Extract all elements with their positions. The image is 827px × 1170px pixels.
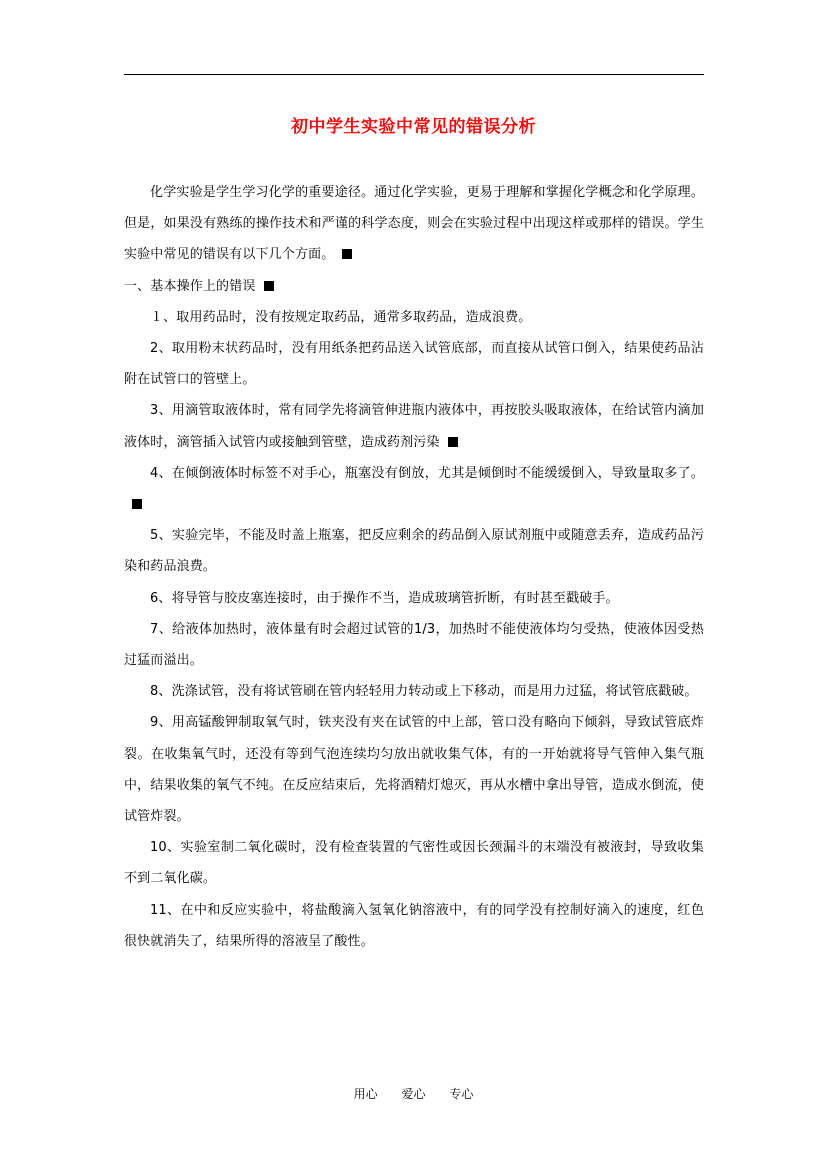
- list-item: 6、将导管与胶皮塞连接时，由于操作不当，造成玻璃管折断，有时甚至戳破手。: [150, 590, 619, 606]
- square-mark-icon: [264, 281, 274, 291]
- footer-right: 专心: [449, 1087, 474, 1101]
- footer-left: 用心: [353, 1087, 378, 1101]
- header-rule: [124, 74, 704, 75]
- intro-paragraph: [124, 177, 704, 271]
- square-mark-icon: [448, 437, 458, 447]
- list-item: １、取用药品时，没有按规定取药品，通常多取药品，造成浪费。: [150, 309, 532, 325]
- list-item-text: 3、用滴管取液体时，常有同学先将滴管伸进瓶内液体中，再按胶头吸取液体，在给试管内滴加液体时，滴管插入试管内或接触到管壁，造成药剂污染: [124, 403, 704, 450]
- footer-middle: 爱心: [401, 1087, 426, 1101]
- section-heading-text: 一、基本操作上的错误: [124, 278, 256, 294]
- list-item: 8、洗涤试管，没有将试管刷在管内轻轻用力转动或上下移动，而是用力过猛，将试管底戳破。: [150, 684, 698, 700]
- list-item: 10、实验室制二氧化碳时，没有检查装置的气密性或因长颈漏斗的末端没有被液封，导致收集不到二氧化碳。: [124, 840, 704, 887]
- list-item: [124, 458, 704, 520]
- document-body: [124, 177, 704, 957]
- list-item: 5、实验完毕，不能及时盖上瓶塞，把反应剩余的药品倒入原试剂瓶中或随意丢弃，造成药品污染和药品浪费。: [124, 528, 704, 575]
- square-mark-icon: [132, 499, 142, 509]
- list-item: 7、给液体加热时，液体量有时会超过试管的1/3，加热时不能使液体均匀受热，使液体因受热过猛而溢出。: [124, 621, 704, 669]
- square-mark-icon: [342, 249, 352, 259]
- list-item-text: 4、在倾倒液体时标签不对手心，瓶塞没有倒放，尤其是倾倒时不能缓缓倒入，导致量取多了。: [150, 465, 704, 481]
- list-item: [124, 395, 704, 457]
- list-item: 11、在中和反应实验中，将盐酸滴入氢氧化钠溶液中，有的同学没有控制好滴入的速度，红色很快就消失了，结果所得的溶液呈了酸性。: [124, 902, 704, 949]
- list-item: 2、取用粉末状药品时，没有用纸条把药品送入试管底部，而直接从试管口倒入，结果使药品沾附在试管口的管壁上。: [124, 341, 704, 388]
- intro-text: 化学实验是学生学习化学的重要途径。通过化学实验，更易于理解和掌握化学概念和化学原理。但是，如果没有熟练的操作技术和严谨的科学态度，则会在实验过程中出现这样或那样的错误。学生实验中常见的错误有以下几个方面。: [124, 185, 704, 263]
- section-heading: [124, 271, 704, 302]
- list-item: 9、用高锰酸钾制取氧气时，铁夹没有夹在试管的中上部，管口没有略向下倾斜，导致试管底炸裂。在收集氧气时，还没有等到气泡连续均匀放出就收集气体，有的一开始就将导气管伸入集气瓶中，结果收集的氧气不纯。在反应结束后，先将酒精灯熄灭，再从水槽中拿出导管，造成水倒流，使试管炸裂。: [124, 715, 704, 825]
- document-title: 初中学生实验中常见的错误分析: [291, 117, 536, 137]
- page-footer: [0, 1085, 827, 1102]
